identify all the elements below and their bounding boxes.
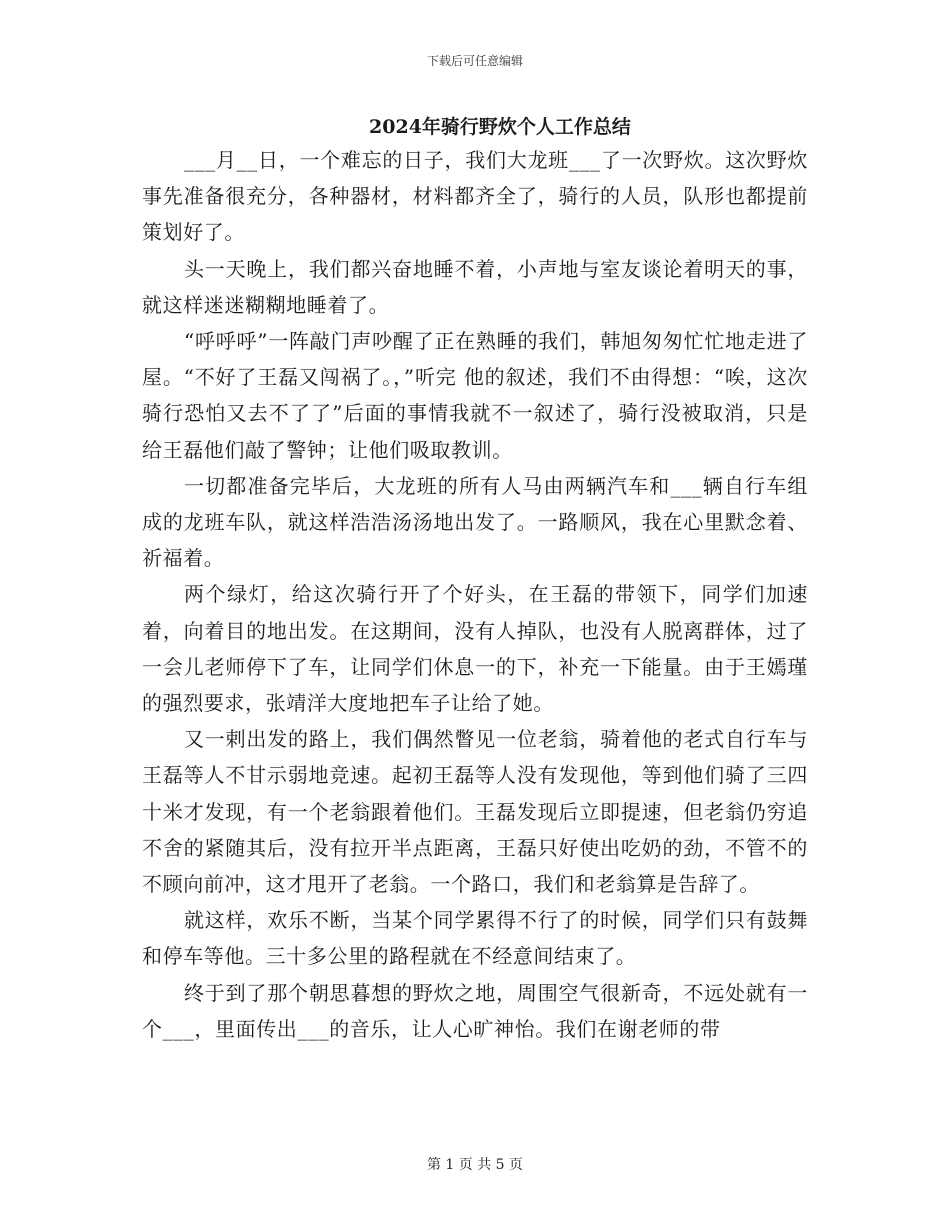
paragraph: 两个绿灯，给这次骑行开了个好头，在王磊的带领下，同学们加速着，向着目的地出发。在这期间，没有人掉队，也没有人脱离群体，过了一会儿老师停下了车，让同学们休息一的下，补充一下能量。由于王嫣瑾的强烈要求，张靖洋大度地把车子让给了她。 <box>142 582 808 716</box>
page-number: 第 1 页 共 5 页 <box>426 1157 524 1173</box>
paragraph: 终于到了那个朝思暮想的野炊之地，周围空气很新奇，不远处就有一个___，里面传出___的音乐，让人心旷神怡。我们在谢老师的带 <box>142 980 808 1041</box>
document-body <box>142 142 808 1047</box>
paragraph: “呼呼呼”一阵敲门声吵醒了正在熟睡的我们，韩旭匆匆忙忙地走进了屋。“不好了王磊又闯祸了。，”听完 他的叙述，我们不由得想：“唉，这次骑行恐怕又去不了了”后面的事情我就不一叙述了，骑行没被取消，只是给王磊他们敲了警钟；让他们吸取教训。 <box>142 329 808 462</box>
header-note: 下载后可任意编辑 <box>426 54 523 68</box>
paragraph: 又一剌出发的路上，我们偶然瞥见一位老翁，骑着他的老式自行车与王磊等人不甘示弱地竞速。起初王磊等人没有发现他，等到他们骑了三四十米才发现，有一个老翁跟着他们。王磊发现后立即提速，但老翁仍穷追不舍的紧随其后，没有拉开半点距离，王磊只好使出吃奶的劲，不管不的不顾向前冲，这才甩开了老翁。一个路口，我们和老翁算是告辞了。 <box>142 727 808 897</box>
paragraph: 头一天晚上，我们都兴奋地睡不着，小声地与室友谈论着明天的事，就这样迷迷糊糊地睡着了。 <box>142 256 808 317</box>
paragraph: ___月__日，一个难忘的日子，我们大龙班___了一次野炊。这次野炊事先准备很充分，各种器材，材料都齐全了，骑行的人员，队形也都提前策划好了。 <box>142 148 808 245</box>
paragraph: 就这样，欢乐不断，当某个同学累得不行了的时候，同学们只有鼓舞和停车等他。三十多公里的路程就在不经意间结束了。 <box>142 908 808 969</box>
paragraph: 一切都准备完毕后，大龙班的所有人马由两辆汽车和___辆自行车组成的龙班车队，就这样浩浩汤汤地出发了。一路顺风，我在心里默念着、祈福着。 <box>142 473 808 571</box>
document-title: 2024年骑行野炊个人工作总结 <box>369 116 631 138</box>
